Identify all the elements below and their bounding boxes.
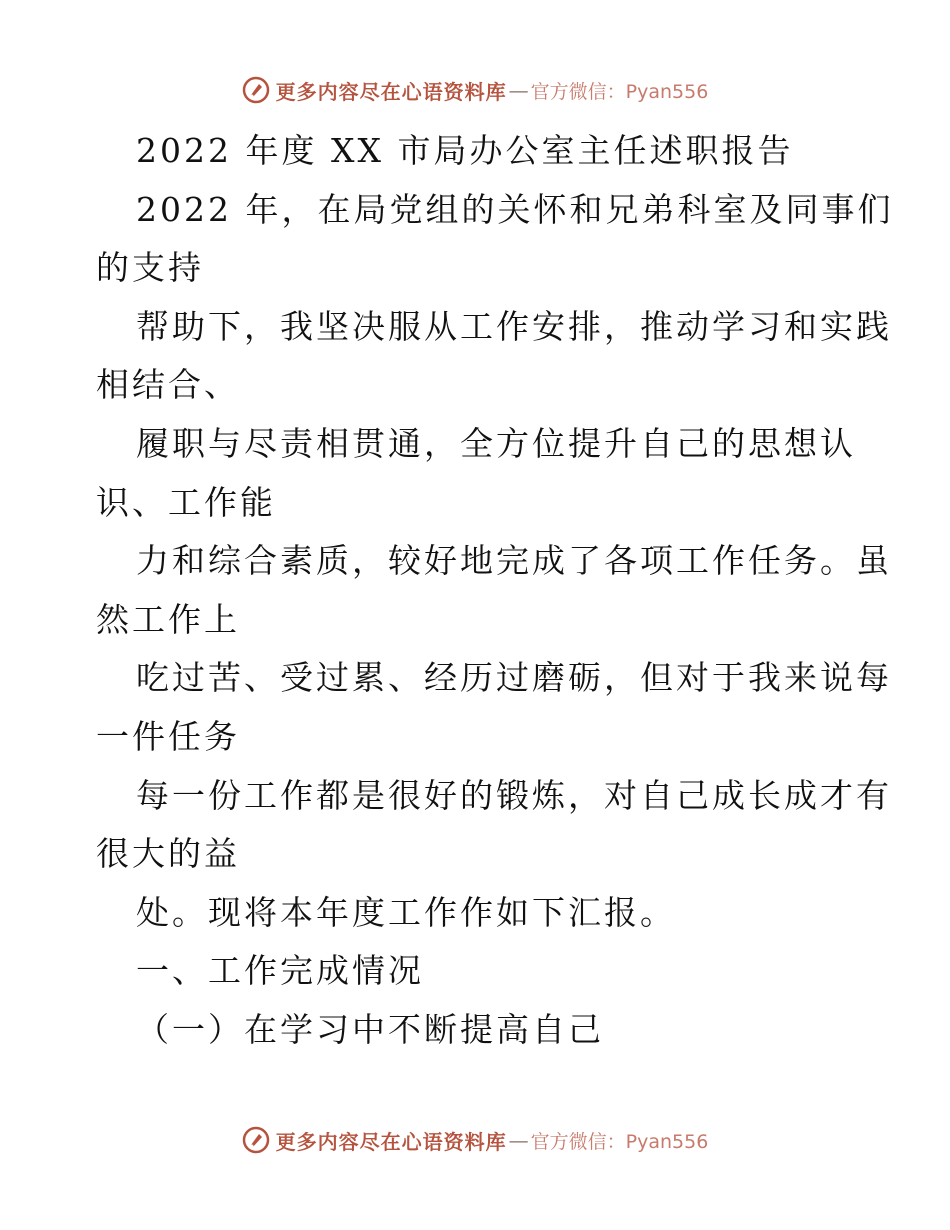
header-watermark xyxy=(0,70,950,110)
watermark-brand: 更多内容尽在心语资料库 xyxy=(275,79,507,104)
paragraph-line: 一件任务 xyxy=(96,716,240,756)
paragraph-line: 帮助下，我坚决服从工作安排，推动学习和实践 xyxy=(136,306,892,346)
document-body xyxy=(96,122,894,1060)
paragraph-line: 吃过苦、受过累、经历过磨砺，但对于我来说每 xyxy=(136,658,892,698)
watermark-separator: — xyxy=(508,78,529,102)
paragraph-line: 然工作上 xyxy=(96,599,240,639)
paragraph-line: 每一份工作都是很好的锻炼，对自己成长成才有 xyxy=(136,775,892,815)
watermark-wechat: 官方微信：Pyan556 xyxy=(530,1130,709,1153)
paragraph-line: 力和综合素质，较好地完成了各项工作任务。虽 xyxy=(136,541,892,581)
watermark-wechat: 官方微信：Pyan556 xyxy=(530,80,709,103)
pen-nib-logo-icon xyxy=(242,1126,270,1154)
paragraph-line: 识、工作能 xyxy=(96,482,276,522)
document-title: 2022 年度 XX 市局办公室主任述职报告 xyxy=(136,131,794,170)
paragraph-line: 履职与尽责相贯通，全方位提升自己的思想认 xyxy=(136,423,856,463)
subsection-heading: （一）在学习中不断提高自己 xyxy=(136,1009,604,1049)
paragraph-line: 相结合、 xyxy=(96,365,240,405)
section-heading: 一、工作完成情况 xyxy=(136,951,424,991)
watermark-separator: — xyxy=(508,1128,529,1152)
watermark-brand: 更多内容尽在心语资料库 xyxy=(275,1129,507,1154)
paragraph-line: 2022 年，在局党组的关怀和兄弟科室及同事们 xyxy=(136,189,894,229)
paragraph-line: 的支持 xyxy=(96,248,204,288)
paragraph-line: 处。现将本年度工作作如下汇报。 xyxy=(136,892,676,932)
footer-watermark xyxy=(0,1120,950,1160)
paragraph-line: 很大的益 xyxy=(96,834,240,874)
pen-nib-logo-icon xyxy=(242,76,270,104)
